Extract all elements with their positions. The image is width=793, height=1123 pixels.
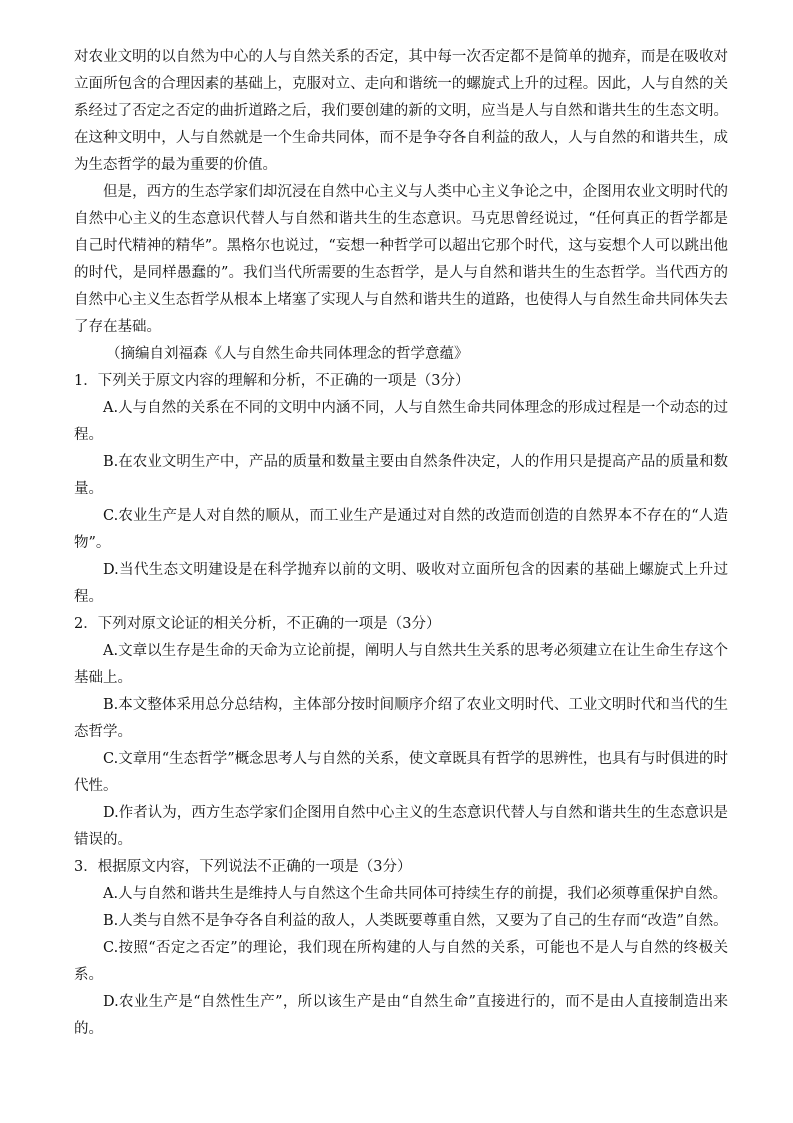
question-1-option-a: A.人与自然的关系在不同的文明中内涵不同，人与自然生命共同体理念的形成过程是一个动态的过程。: [74, 400, 728, 443]
question-2-option-c: C.文章用“生态哲学”概念思考人与自然的关系，使文章既具有哲学的思辨性，也具有与时俱进的时代性。: [74, 751, 728, 794]
question-3-option-b: B.人类与自然不是争夺各自利益的敌人，人类既要尊重自然，又要为了自己的生存而“改造”自然。: [103, 913, 728, 929]
question-3-option-c: C.按照“否定之否定”的理论，我们现在所构建的人与自然的关系，可能也不是人与自然的终极关系。: [74, 940, 728, 983]
question-2-option-a: A.文章以生存是生命的天命为立论前提，阐明人与自然共生关系的思考必须建立在让生命生存这个基础上。: [74, 643, 728, 686]
question-1-option-c: C.农业生产是人对自然的顺从，而工业生产是通过对自然的改造而创造的自然界本不存在的“人造物”。: [74, 508, 728, 551]
passage-source: （摘编自刘福森《人与自然生命共同体理念的哲学意蕴》: [106, 346, 469, 362]
question-1-stem: 1．下列关于原文内容的理解和分析，不正确的一项是（3分）: [74, 373, 470, 389]
question-3-stem: 3．根据原文内容，下列说法不正确的一项是（3分）: [74, 859, 412, 875]
passage-paragraph-1: 对农业文明的以自然为中心的人与自然关系的否定，其中每一次否定都不是简单的抛弃，而是在吸收对立面所包含的合理因素的基础上，克服对立、走向和谐统一的螺旋式上升的过程。因此，人与自然的关系经过了否定之否定的曲折道路之后，我们要创建的新的文明，应当是人与自然和谐共生的生态文明。在这种文明中，人与自然就是一个生命共同体，而不是争夺各自利益的敌人，人与自然的和谐共生，成为生态哲学的最为重要的价值。: [74, 49, 728, 173]
passage-paragraph-2: 但是，西方的生态学家们却沉浸在自然中心主义与人类中心主义争论之中，企图用农业文明时代的自然中心主义的生态意识代替人与自然和谐共生的生态意识。马克思曾经说过，“任何真正的哲学都是自己时代精神的精华”。黑格尔也说过，“妄想一种哲学可以超出它那个时代，这与妄想个人可以跳出他的时代，是同样愚蠢的”。我们当代所需要的生态哲学，是人与自然和谐共生的生态哲学。当代西方的自然中心主义生态哲学从根本上堵塞了实现人与自然和谐共生的道路，也使得人与自然生命共同体失去了存在基础。: [74, 184, 728, 335]
question-3-option-a: A.人与自然和谐共生是维持人与自然这个生命共同体可持续生存的前提，我们必须尊重保护自然。: [103, 886, 728, 902]
question-2-stem: 2．下列对原文论证的相关分析，不正确的一项是（3分）: [74, 616, 441, 632]
question-1-option-b: B.在农业文明生产中，产品的质量和数量主要由自然条件决定，人的作用只是提高产品的质量和数量。: [74, 454, 728, 497]
question-3-option-d: D.农业生产是“自然性生产”，所以该生产是由“自然生命”直接进行的，而不是由人直接制造出来的。: [74, 994, 728, 1037]
question-1-option-d: D.当代生态文明建设是在科学抛弃以前的文明、吸收对立面所包含的因素的基础上螺旋式上升过程。: [74, 562, 728, 605]
question-2-option-d: D.作者认为，西方生态学家们企图用自然中心主义的生态意识代替人与自然和谐共生的生态意识是错误的。: [74, 805, 728, 848]
document-body: [74, 44, 728, 1043]
question-2-option-b: B.本文整体采用总分总结构，主体部分按时间顺序介绍了农业文明时代、工业文明时代和当代的生态哲学。: [74, 697, 728, 740]
